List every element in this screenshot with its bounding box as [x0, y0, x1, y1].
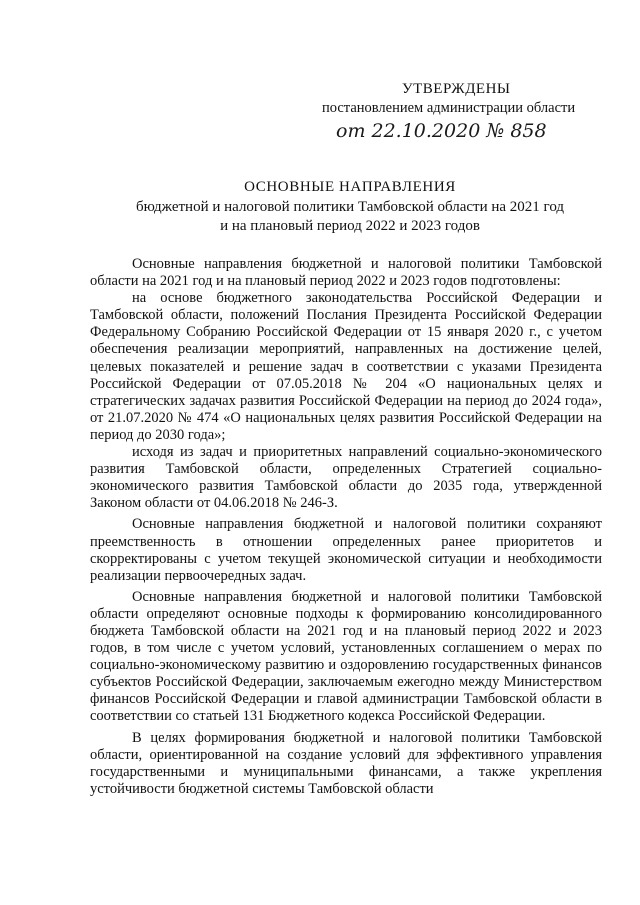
- document-heading: [90, 178, 610, 236]
- paragraph: Основные направления бюджетной и налоговой политики сохраняют преемственность в отношении определенных ранее приоритетов и скорректированы с учетом текущей экономической ситуации и необходимости реализации первоочередных задач.: [90, 516, 602, 584]
- document-title: ОСНОВНЫЕ НАПРАВЛЕНИЯ: [244, 179, 456, 195]
- paragraph: Основные направления бюджетной и налоговой политики Тамбовской области на 2021 год и на плановый период 2022 и 2023 годов подготовлены:: [90, 256, 602, 290]
- paragraph: В целях формирования бюджетной и налоговой политики Тамбовской области, ориентированной на создание условий для эффективного управления государственными и муниципальными финансами, а также укрепления устойчивости бюджетной системы Тамбовской области: [90, 729, 602, 797]
- document-subtitle-line2: и на плановый период 2022 и 2023 годов: [220, 218, 480, 234]
- document-body: [90, 256, 602, 798]
- approval-block: [300, 80, 600, 142]
- paragraph: исходя из задач и приоритетных направлений социально-экономического развития Тамбовской области, определенных Стратегией социально-экономического развития Тамбовской области до 2035 года, утвержденной Законом области от 04.06.2018 № 246-З.: [90, 444, 602, 512]
- paragraph: на основе бюджетного законодательства Российской Федерации и Тамбовской области, положений Послания Президента Российской Федерации Федеральному Собранию Российской Федерации от 15 января 2020 г., с учетом обеспечения реализации мероприятий, направленных на достижение целей, целевых показателей и решение задач в соответствии с указами Президента Российской Федерации от 07.05.2018 № 204 «О национальных целях и стратегических задачах развития Российской Федерации на период до 2024 года», от 21.07.2020 № 474 «О национальных целях развития Российской Федерации на период до 2030 года»;: [90, 290, 602, 443]
- document-subtitle-line1: бюджетной и налоговой политики Тамбовской области на 2021 год: [135, 199, 565, 215]
- approval-signature: от 22.10.2020 № 858: [336, 120, 547, 142]
- paragraph: Основные направления бюджетной и налоговой политики Тамбовской области определяют основные подходы к формированию консолидированного бюджета Тамбовской области на 2021 год и на плановый период 2022 и 2023 годов, в том числе с учетом условий, установленных соглашением о мерах по социально-экономическому развитию и оздоровлению государственных финансов субъектов Российской Федерации, заключаемым ежегодно между Министерством финансов Российской Федерации и главой администрации Тамбовской области в соответствии со статьей 131 Бюджетного кодекса Российской Федерации.: [90, 588, 602, 725]
- approval-subtitle: постановлением администрации области: [322, 100, 576, 116]
- approval-title: УТВЕРЖДЕНЫ: [402, 81, 511, 97]
